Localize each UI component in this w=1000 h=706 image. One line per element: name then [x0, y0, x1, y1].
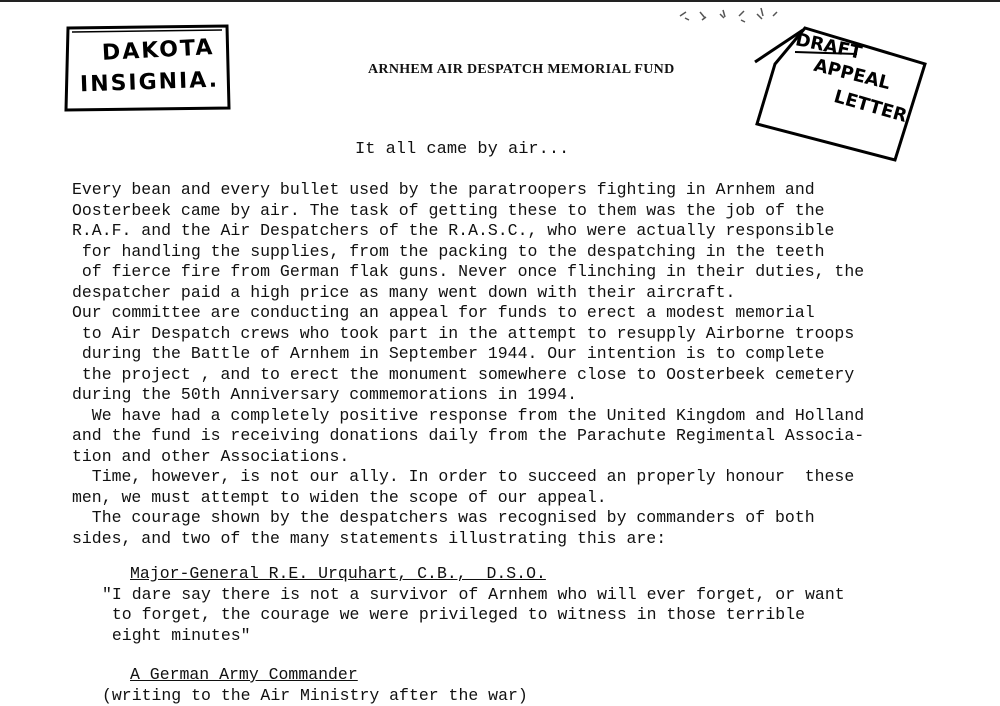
- body-line: and the fund is receiving donations daily from the Parachute Regimental Associa-: [72, 426, 972, 447]
- handwritten-line-1: DAKOTA: [101, 35, 215, 66]
- body-line: for handling the supplies, from the packing to the despatching in the teeth: [72, 242, 972, 263]
- draft-appeal-letter-stamp: [745, 24, 935, 164]
- quote-line: to forget, the courage we were privileged to witness in those terrible: [102, 605, 845, 626]
- body-line: the project , and to erect the monument somewhere close to Oosterbeek cemetery: [72, 365, 972, 386]
- body-line: of fierce fire from German flak guns. Never once flinching in their duties, the: [72, 262, 972, 283]
- body-line: despatcher paid a high price as many went down with their aircraft.: [72, 283, 972, 304]
- quote-attribution: A German Army Commander: [102, 665, 528, 686]
- document-subtitle: It all came by air...: [355, 140, 569, 159]
- body-line: The courage shown by the despatchers was recognised by commanders of both: [72, 508, 972, 529]
- document-heading: ARNHEM AIR DESPATCH MEMORIAL FUND: [368, 62, 675, 78]
- stamp-line-3: LETTER: [832, 86, 910, 127]
- body-line: Time, however, is not our ally. In order to succeed an properly honour these: [72, 467, 972, 488]
- body-line: men, we must attempt to widen the scope of our appeal.: [72, 488, 972, 509]
- body-line: sides, and two of the many statements illustrating this are:: [72, 529, 972, 550]
- body-line: Oosterbeek came by air. The task of getting these to them was the job of the: [72, 201, 972, 222]
- handwritten-note-box: [62, 24, 232, 112]
- stamp-line-1: DRAFT: [794, 29, 864, 64]
- body-line: We have had a completely positive response from the United Kingdom and Holland: [72, 406, 972, 427]
- body-line: tion and other Associations.: [72, 447, 972, 468]
- handwritten-line-2: INSIGNIA.: [80, 68, 220, 98]
- quote-attribution: Major-General R.E. Urquhart, C.B., D.S.O.: [102, 564, 845, 585]
- top-edge-line: [0, 0, 1000, 2]
- body-line: Our committee are conducting an appeal for funds to erect a modest memorial: [72, 303, 972, 324]
- quote-line: eight minutes": [102, 626, 845, 647]
- quote-urquhart: [102, 564, 845, 646]
- body-line: during the 50th Anniversary commemorations in 1994.: [72, 385, 972, 406]
- quote-german-commander: [102, 665, 528, 706]
- body-line: Every bean and every bullet used by the paratroopers fighting in Arnhem and: [72, 180, 972, 201]
- quote-note: (writing to the Air Ministry after the war): [102, 686, 528, 706]
- body-line: to Air Despatch crews who took part in the attempt to resupply Airborne troops: [72, 324, 972, 345]
- quote-line: "I dare say there is not a survivor of Arnhem who will ever forget, or want: [102, 585, 845, 606]
- letter-body: [72, 180, 972, 549]
- stamp-line-2: APPEAL: [812, 55, 893, 94]
- body-line: R.A.F. and the Air Despatchers of the R.A.S.C., who were actually responsible: [72, 221, 972, 242]
- body-line: during the Battle of Arnhem in September 1944. Our intention is to complete: [72, 344, 972, 365]
